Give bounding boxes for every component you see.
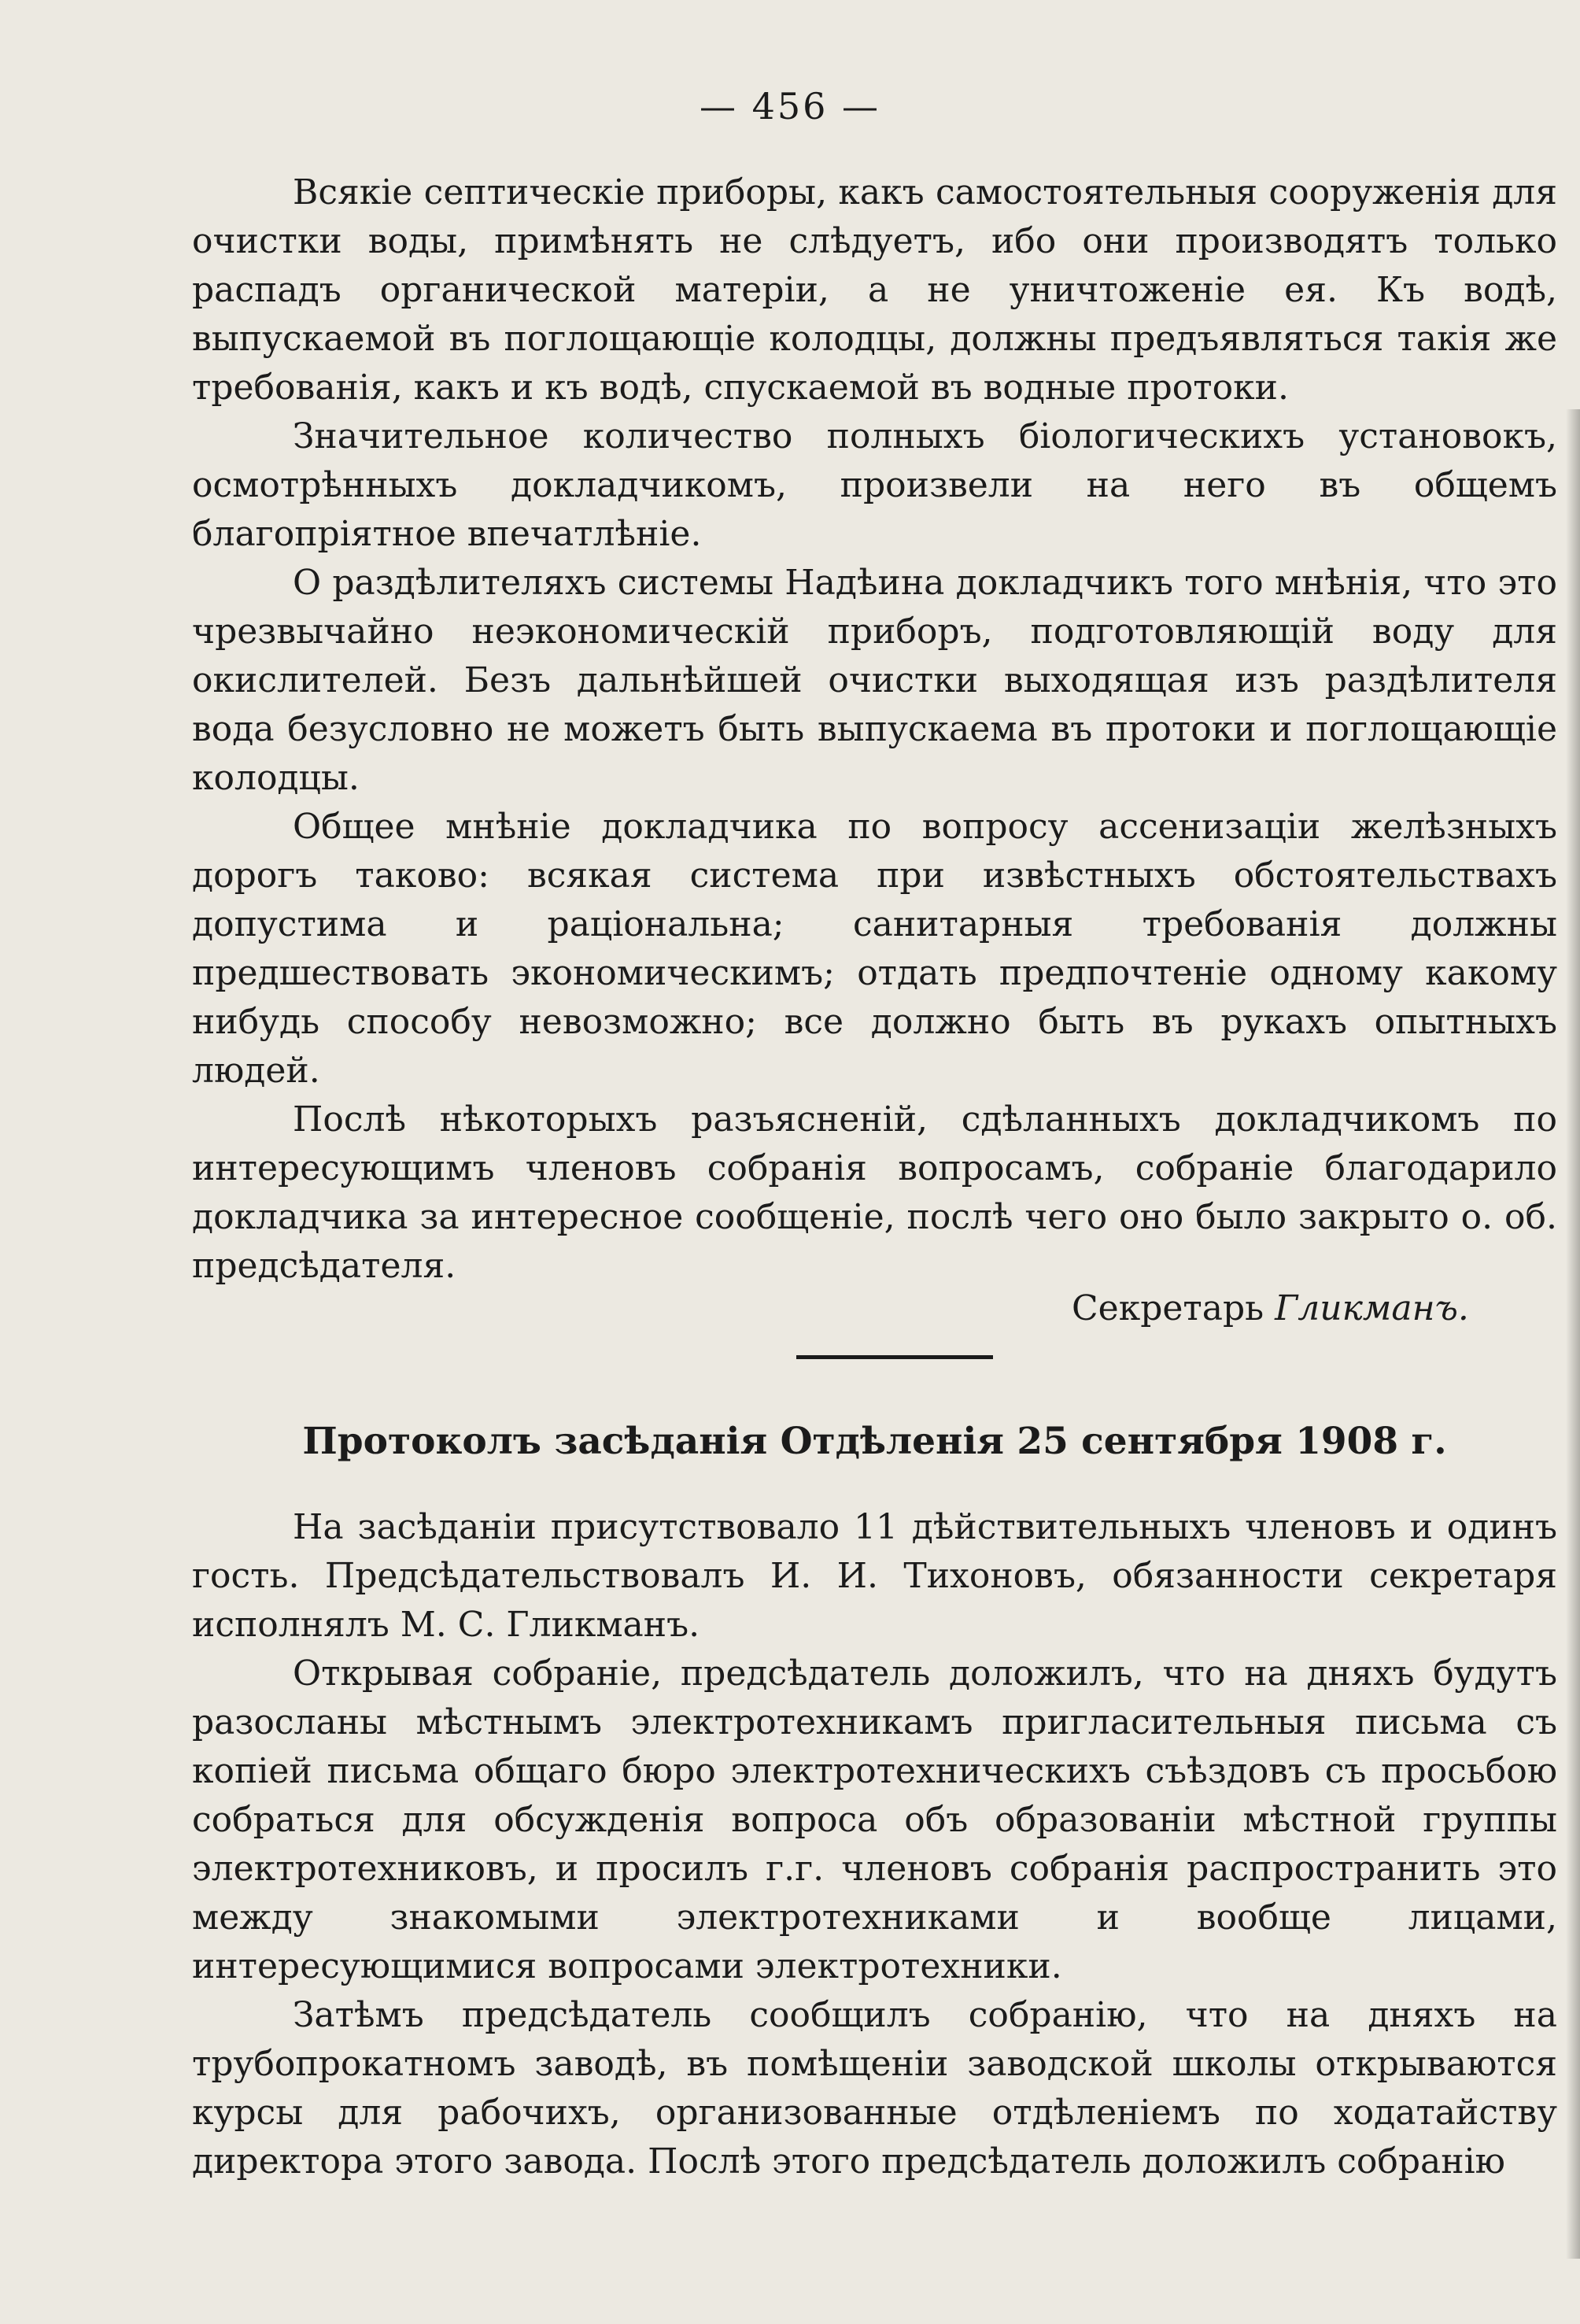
section-divider xyxy=(796,1355,993,1359)
section-continuation xyxy=(192,168,1557,1291)
page-edge-shadow xyxy=(1566,409,1580,2259)
secretary-signature xyxy=(1072,1284,1469,1333)
paragraph-general-opinion: Общее мнѣніе докладчика по вопросу ассенизаціи желѣзныхъ дорогъ таково: всякая система при извѣстныхъ обстоятельствахъ допустима и раціональна; санитарныя требованія должны предшествовать экономическимъ; отдать предпочтеніе одному какому нибудь способу невозможно; все должно быть въ рукахъ опытныхъ людей. xyxy=(192,807,1557,1091)
paragraph-nadein-separators: О раздѣлителяхъ системы Надѣина докладчикъ того мнѣнія, что это чрезвычайно неэкономическій приборъ, подготовляющій воду для окислителей. Безъ дальнѣйшей очистки выходящая изъ раздѣлителя вода безусловно не можетъ быть выпускаема въ протоки и поглощающіе колодцы. xyxy=(192,563,1557,798)
protocol-heading: Протоколъ засѣданія Отдѣленія 25 сентября 1908 г. xyxy=(302,1420,1447,1463)
paragraph-biological-installations: Значительное количество полныхъ біологическихъ установокъ, осмотрѣнныхъ докладчикомъ, произвели на него въ общемъ благопріятное впечатлѣніе. xyxy=(192,416,1557,554)
page-number: — 456 — xyxy=(699,85,881,127)
paragraph-septic-devices: Всякіе септическіе приборы, какъ самостоятельныя сооруженія для очистки воды, примѣнять не слѣдуетъ, ибо они производятъ только распадъ органической матеріи, а не уничтоженіе ея. Къ водѣ, выпускаемой въ поглощающіе колодцы, должны предъявляться такія же требованія, какъ и къ водѣ, спускаемой въ водные протоки. xyxy=(192,172,1557,408)
paragraph-attendance: На засѣданіи присутствовало 11 дѣйствительныхъ членовъ и одинъ гость. Предсѣдательствовалъ И. И. Тихоновъ, обязанности секретаря исполнялъ М. С. Гликманъ. xyxy=(192,1507,1557,1645)
signature-label: Секретарь xyxy=(1072,1288,1264,1328)
paragraph-courses: Затѣмъ предсѣдатель сообщилъ собранію, что на дняхъ на трубопрокатномъ заводѣ, въ помѣщеніи заводской школы открываются курсы для рабочихъ, организованные отдѣленіемъ по ходатайству директора этого завода. Послѣ этого предсѣдатель доложилъ собранію xyxy=(192,1995,1557,2182)
paragraph-opening: Открывая собраніе, предсѣдатель доложилъ, что на дняхъ будутъ разосланы мѣстнымъ электротехникамъ пригласительныя письма съ копіей письма общаго бюро электротехническихъ съѣздовъ съ просьбою собраться для обсужденія вопроса объ образованіи мѣстной группы электротехниковъ, и просилъ г.г. членовъ собранія распространить это между знакомыми электротехниками и вообще лицами, интересующимися вопросами электротехники. xyxy=(192,1653,1557,1986)
signature-name: Гликманъ. xyxy=(1275,1288,1469,1328)
paragraph-closing: Послѣ нѣкоторыхъ разъясненій, сдѣланныхъ докладчикомъ по интересующимъ членовъ собранія вопросамъ, собраніе благодарило докладчика за интересное сообщеніе, послѣ чего оно было закрыто о. об. предсѣдателя. xyxy=(192,1099,1557,1286)
section-protocol xyxy=(192,1503,1557,2186)
